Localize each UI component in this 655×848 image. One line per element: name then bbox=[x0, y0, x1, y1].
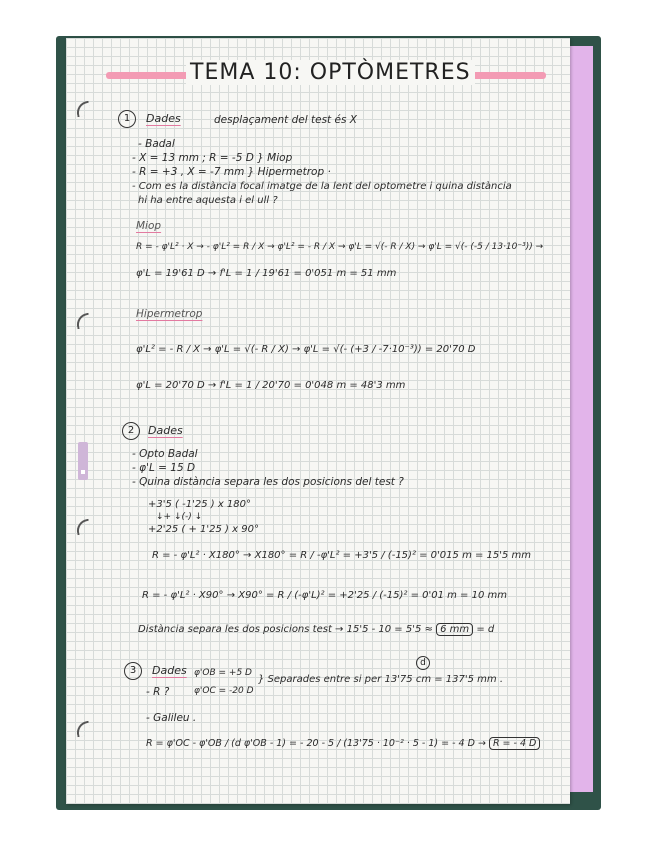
equation: φ'L = 19'61 D → f'L = 1 / 19'61 = 0'051 m = 51 mm bbox=[136, 268, 397, 279]
result-box: R = - 4 D bbox=[489, 737, 540, 750]
equation: R = - φ'L² · X → - φ'L² = R / X → φ'L² = - R / X → φ'L = √(- R / X) → φ'L = √(- (-5 / 13·10⁻³)) → bbox=[136, 242, 544, 252]
distance-end: = d bbox=[476, 624, 495, 635]
text-line: - X = 13 mm ; R = -5 D } Miop bbox=[132, 152, 293, 164]
separation-text: } Separades entre si per 13'75 cm = 137'5 mm . bbox=[258, 674, 504, 685]
binder-hole bbox=[75, 101, 92, 118]
notebook-page bbox=[66, 38, 570, 804]
text-line: hi ha entre aquesta i el ull ? bbox=[138, 195, 278, 206]
hipermetrop-heading: Hipermetrop bbox=[136, 308, 203, 320]
text-line: - Quina distància separa les dos posicions del test ? bbox=[132, 476, 404, 488]
vergence-line: +2'25 ( + 1'25 ) x 90° bbox=[148, 524, 259, 535]
page-title: TEMA 10: OPTÒMETRES bbox=[186, 60, 475, 85]
distance-text: Distància separa les dos posicions test → 15'5 - 10 = 5'5 ≈ bbox=[138, 624, 433, 635]
vergence-line: +3'5 ( -1'25 ) x 180° bbox=[148, 499, 251, 510]
equation: R = - φ'L² · X180° → X180° = R / -φ'L² = +3'5 / (-15)² = 0'015 m = 15'5 mm bbox=[152, 550, 532, 561]
dades-heading-3: Dades bbox=[152, 664, 187, 677]
miop-heading: Miop bbox=[136, 220, 162, 232]
vergence-arrows: ↓+ ↓(-) ↓ bbox=[156, 512, 203, 522]
equation: φ'L² = - R / X → φ'L = √(- R / X) → φ'L = √(- (+3 / -7·10⁻³)) = 20'70 D bbox=[136, 344, 476, 355]
exercise-number-3: 3 bbox=[124, 662, 142, 680]
phi-ob: φ'OB = +5 D bbox=[194, 668, 252, 678]
equation bbox=[146, 738, 540, 749]
r-question: - R ? bbox=[146, 686, 170, 698]
side-sticker bbox=[78, 442, 88, 480]
equation: φ'L = 20'70 D → f'L = 1 / 20'70 = 0'048 m = 48'3 mm bbox=[136, 380, 406, 391]
text-line: - R = +3 , X = -7 mm } Hipermetrop · bbox=[132, 166, 331, 178]
text-line: - Opto Badal bbox=[132, 448, 198, 460]
text-line: - Badal bbox=[138, 138, 175, 150]
answer-box: 6 mm bbox=[436, 623, 473, 636]
equation: R = - φ'L² · X90° → X90° = R / (-φ'L)² = +2'25 / (-15)² = 0'01 m = 10 mm bbox=[142, 590, 508, 601]
binder-hole bbox=[75, 519, 92, 536]
exercise-number-1: 1 bbox=[118, 110, 136, 128]
dades-heading-2: Dades bbox=[148, 424, 183, 437]
text-line: - Com es la distància focal imatge de la lent del optometre i quina distància bbox=[132, 181, 512, 192]
distance-line bbox=[138, 624, 494, 635]
d-circle: d bbox=[416, 656, 430, 670]
pink-divider-tab bbox=[566, 46, 593, 792]
phi-oc: φ'OC = -20 D bbox=[194, 686, 254, 696]
title-highlight bbox=[106, 72, 196, 79]
exercise-1-premise: desplaçament del test és X bbox=[214, 114, 357, 126]
exercise-number-2: 2 bbox=[122, 422, 140, 440]
binder-hole bbox=[75, 721, 92, 738]
final-equation: R = φ'OC - φ'OB / (d φ'OB - 1) = - 20 - 5 / (13'75 · 10⁻² · 5 - 1) = - 4 D → bbox=[146, 738, 486, 749]
dades-heading-1: Dades bbox=[146, 112, 181, 125]
galileu-text: - Galileu . bbox=[146, 712, 197, 724]
text-line: - φ'L = 15 D bbox=[132, 462, 196, 474]
page-header bbox=[106, 60, 546, 90]
binder-hole bbox=[75, 313, 92, 330]
